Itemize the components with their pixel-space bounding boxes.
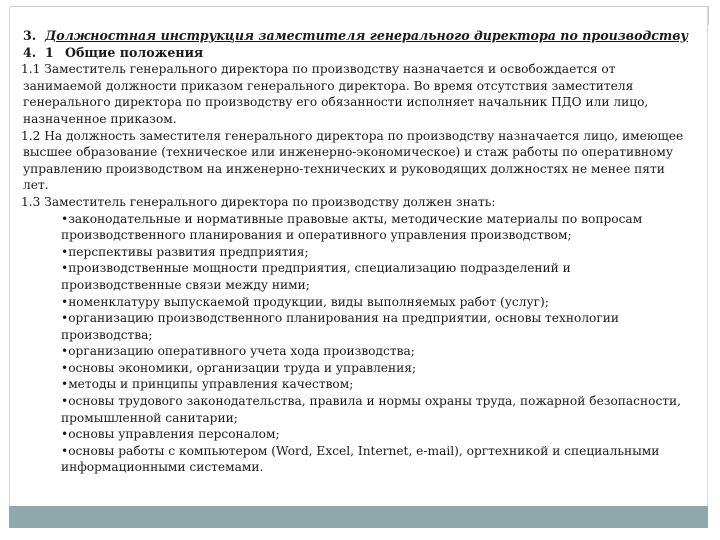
section-heading-3	[23, 28, 693, 45]
paragraph-1-3: 1.3 Заместитель генерального директора по производству должен знать:	[21, 194, 496, 209]
list-item: •основы управления персоналом;	[61, 427, 280, 442]
section-number: 4.	[23, 44, 37, 60]
section-heading-4	[23, 45, 693, 62]
list-item: •перспективы развития предприятия;	[61, 244, 309, 259]
section-title: Должностная инструкция заместителя генерального директора по производству	[45, 28, 689, 43]
slide-frame-top	[9, 6, 709, 25]
subsection-number: 1	[45, 44, 54, 60]
section-title: Общие положения	[65, 44, 204, 60]
footer-band	[9, 506, 708, 528]
document-content	[23, 28, 693, 476]
paragraph-1-2: 1.2 На должность заместителя генерального директора по производству назначается лицо, имеющее высшее образование (техническое или инженерно-экономическое) и стаж работы по оперативному управлению производством на инженерно-технических и руководящих должностях не менее пяти лет.	[21, 128, 684, 193]
list-item: •основы экономики, организации труда и управления;	[61, 360, 417, 375]
list-item: •организацию производственного планирования на предприятии, основы технологии производства;	[61, 311, 620, 342]
slide-frame-left	[9, 6, 10, 506]
knowledge-list	[23, 211, 693, 477]
section-number: 3.	[23, 28, 37, 43]
paragraph-1-1: 1.1 Заместитель генерального директора по производству назначается и освобождается от занимаемой должности приказом генерального директора. Во время отсутствия заместителя генерального директора по производству его обязанности исполняет начальник ПДО или лицо, назначенное приказом.	[21, 62, 649, 126]
list-item: •законодательные и нормативные правовые акты, методические материалы по вопросам производственного планирования и оперативного управления производством;	[61, 211, 643, 243]
slide-frame-right	[707, 6, 708, 506]
list-item: •номенклатуру выпускаемой продукции, виды выполняемых работ (услуг);	[61, 294, 549, 309]
list-item: •организацию оперативного учета хода производства;	[61, 344, 415, 359]
list-item: •основы трудового законодательства, правила и нормы охраны труда, пожарной безопасности, промышленной санитарии;	[61, 394, 682, 425]
list-item: •основы работы с компьютером (Word, Excel, Internet, e-mail), оргтехникой и специальными информационными системами.	[61, 443, 660, 475]
list-item: •производственные мощности предприятия, специализацию подразделений и производственные связи между ними;	[61, 261, 571, 292]
list-item: •методы и принципы управления качеством;	[61, 377, 354, 392]
